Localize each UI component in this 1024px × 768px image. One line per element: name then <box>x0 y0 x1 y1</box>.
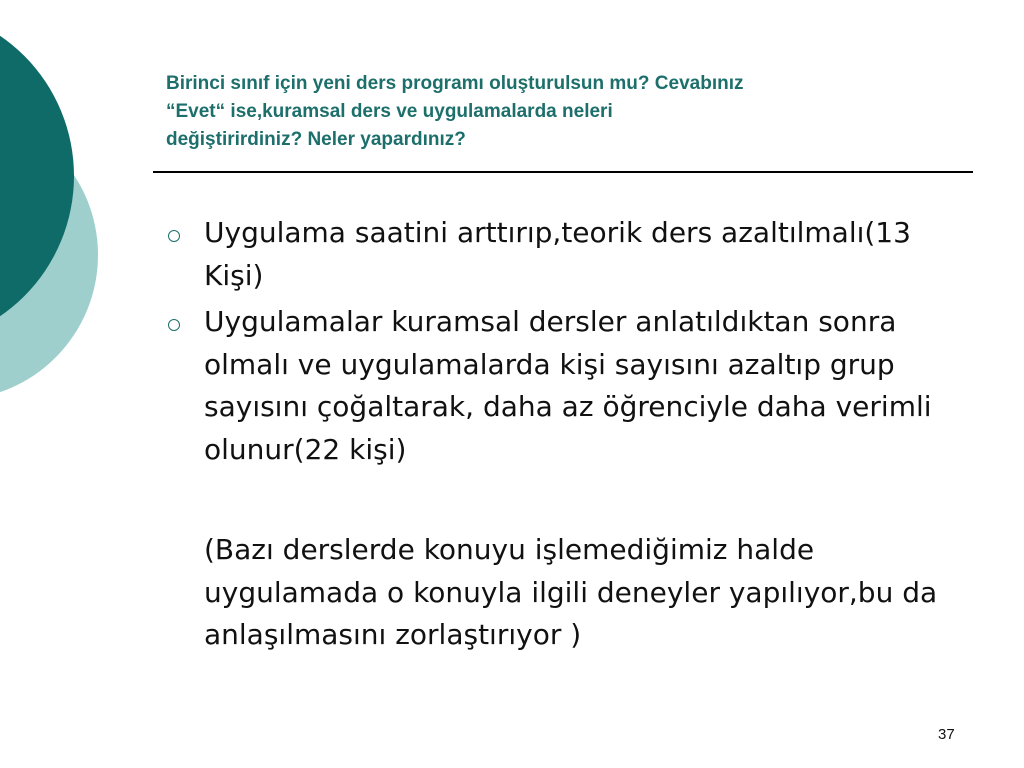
slide-title: Birinci sınıf için yeni ders programı oluşturulsun mu? Cevabınız “Evet“ ise,kuramsal ders ve uygulamalarda neleri değiştirirdiniz? Neler yapardınız? <box>166 73 744 150</box>
page-number: 37 <box>938 726 955 743</box>
bullet-item <box>164 301 944 471</box>
bullet-list <box>164 212 944 475</box>
bullet-circle-icon <box>168 230 180 242</box>
bullet-text: Uygulamalar kuramsal dersler anlatıldıktan sonra olmalı ve uygulamalarda kişi sayısını azaltıp grup sayısını çoğaltarak, daha az öğrenciyle daha verimli olunur(22 kişi) <box>204 305 932 466</box>
bullet-item <box>164 212 944 297</box>
bullet-text: Uygulama saatini arttırıp,teorik ders azaltılmalı(13 Kişi) <box>204 216 911 292</box>
bullet-circle-icon <box>168 319 180 331</box>
note-paragraph: (Bazı derslerde konuyu işlemediğimiz halde uygulamada o konuyla ilgili deneyler yapılıyor,bu da anlaşılmasını zorlaştırıyor ) <box>204 533 938 651</box>
title-divider <box>153 171 973 173</box>
